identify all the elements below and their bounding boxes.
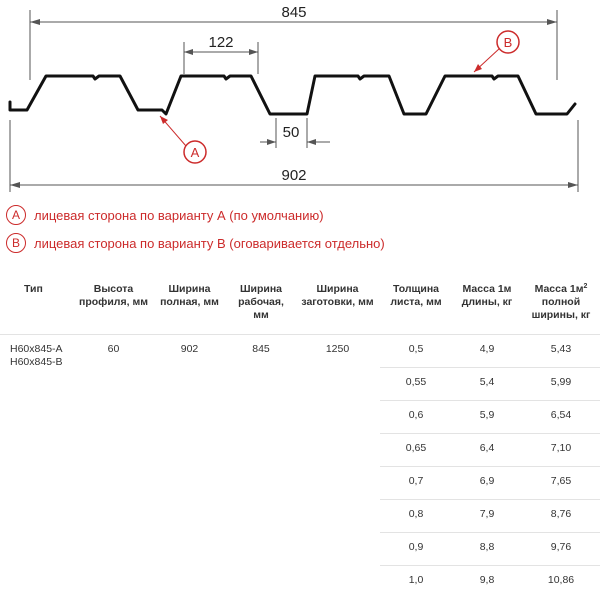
cell-thickness: 1,0 xyxy=(380,566,452,599)
cell-thickness: 0,65 xyxy=(380,434,452,467)
sheet-profile xyxy=(10,76,575,114)
cell-mass-length: 6,9 xyxy=(452,467,522,500)
cell-mass-area: 7,65 xyxy=(522,467,600,500)
dim-902-label: 902 xyxy=(281,167,307,184)
header-blank-width: Ширина заготовки, мм xyxy=(301,283,374,308)
dimension-arrows xyxy=(10,19,578,188)
header-thickness: Толщина листа, мм xyxy=(390,283,442,308)
legend-item-a xyxy=(6,205,324,225)
header-height: Высота профиля, мм xyxy=(79,283,148,308)
header-full-width: Ширина полная, мм xyxy=(160,283,219,308)
marker-a xyxy=(160,116,206,163)
profile-drawing xyxy=(0,0,600,200)
header-type: Тип xyxy=(24,283,43,295)
dim-122-label: 122 xyxy=(208,34,234,51)
legend-a-circle: A xyxy=(6,205,26,225)
legend-a-text: лицевая сторона по варианту А (по умолчанию) xyxy=(34,207,324,223)
table-header-row xyxy=(0,283,600,335)
cell-blank-width: 1250 xyxy=(295,335,380,599)
legend-item-b xyxy=(6,233,385,253)
cell-mass-area: 5,43 xyxy=(522,335,600,368)
cell-thickness: 0,8 xyxy=(380,500,452,533)
dimension-lines xyxy=(10,10,578,192)
cell-mass-length: 4,9 xyxy=(452,335,522,368)
cell-mass-length: 5,9 xyxy=(452,401,522,434)
dim-845-label: 845 xyxy=(281,4,307,21)
cell-mass-length: 7,9 xyxy=(452,500,522,533)
cell-mass-length: 8,8 xyxy=(452,533,522,566)
marker-a-label: A xyxy=(190,145,200,160)
specs-table xyxy=(0,283,600,599)
table-row xyxy=(0,335,600,368)
legend-b-text: лицевая сторона по варианту В (оговаривается отдельно) xyxy=(34,235,385,251)
table-body xyxy=(0,335,600,599)
header-work-width: Ширина рабочая, мм xyxy=(238,283,284,321)
cell-mass-length: 6,4 xyxy=(452,434,522,467)
cell-mass-area: 7,10 xyxy=(522,434,600,467)
cell-thickness: 0,9 xyxy=(380,533,452,566)
cell-thickness: 0,5 xyxy=(380,335,452,368)
cell-mass-area: 6,54 xyxy=(522,401,600,434)
cell-thickness: 0,7 xyxy=(380,467,452,500)
cell-mass-area: 9,76 xyxy=(522,533,600,566)
cell-mass-area: 8,76 xyxy=(522,500,600,533)
legend-b-circle: B xyxy=(6,233,26,253)
marker-b xyxy=(474,31,519,72)
header-mass-length: Масса 1м длины, кг xyxy=(461,283,513,308)
cell-full-width: 902 xyxy=(152,335,227,599)
cell-height: 60 xyxy=(75,335,152,599)
header-mass-area: Масса $1м^2$ полной ширины, кг xyxy=(531,283,591,321)
marker-b-label: B xyxy=(503,35,513,50)
cell-mass-area: 5,99 xyxy=(522,368,600,401)
cell-work-width: 845 xyxy=(227,335,295,599)
cell-mass-area: 10,86 xyxy=(522,566,600,599)
cell-mass-length: 9,8 xyxy=(452,566,522,599)
dim-50-label: 50 xyxy=(282,124,300,141)
cell-type: Н60х845-А Н60х845-В xyxy=(0,335,75,599)
cell-mass-length: 5,4 xyxy=(452,368,522,401)
cell-thickness: 0,6 xyxy=(380,401,452,434)
cell-thickness: 0,55 xyxy=(380,368,452,401)
